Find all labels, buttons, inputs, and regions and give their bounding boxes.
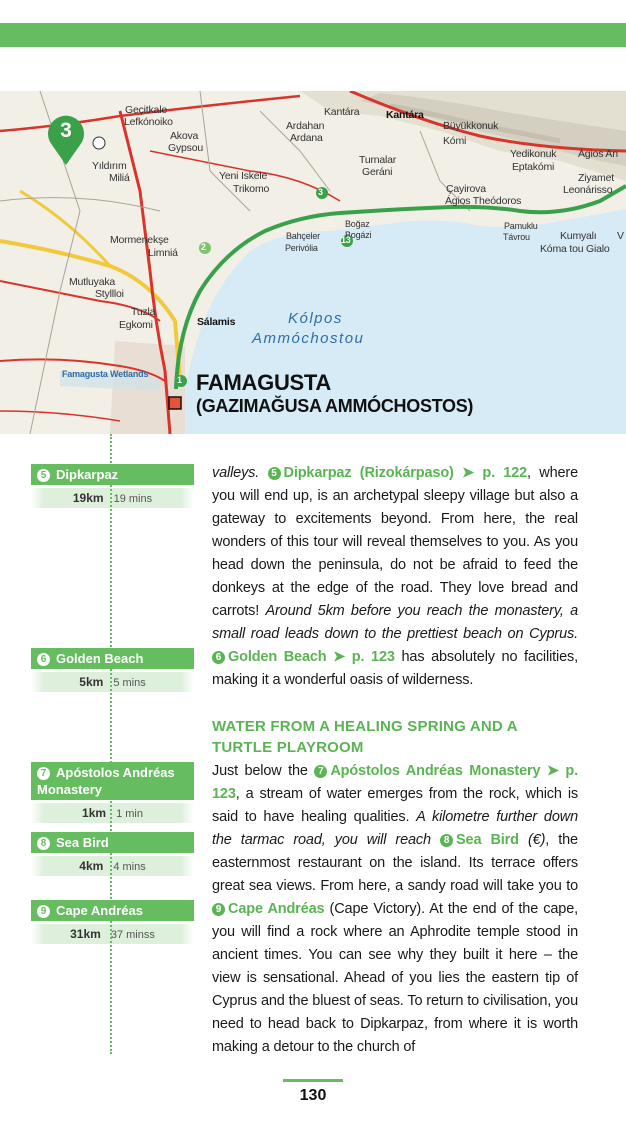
- stop-number-inline: 6: [212, 651, 225, 664]
- section-heading: WATER FROM A HEALING SPRING AND A TURTLE PLAYROOM: [212, 718, 518, 756]
- map-place-label: Yeni Iskele: [219, 170, 268, 182]
- map-place-label: Leonárisso: [563, 184, 613, 196]
- stop-km: 1km: [82, 806, 107, 820]
- map-place-label: Yıldırım: [92, 160, 127, 172]
- stop-number: 8: [37, 837, 50, 850]
- map-place-label: Perivólia: [285, 243, 318, 253]
- stop-time: 5 mins: [113, 677, 146, 689]
- map-place-label: Büyükkonuk: [443, 120, 499, 132]
- stop-dipkarpaz: [31, 464, 194, 508]
- stop-name: Cape Andréas: [56, 903, 143, 918]
- text-run: Just below the: [212, 763, 308, 779]
- stop-distance: [31, 924, 194, 944]
- map-place-label: Geráni: [362, 166, 393, 178]
- map-place-label: Styllloi: [95, 288, 124, 300]
- page-reference-link[interactable]: Dipkarpaz (Rizokárpaso) ➤ p. 122: [283, 465, 528, 481]
- map-place-label: Tuzla: [131, 306, 156, 318]
- map-place-label: Yedikonuk: [510, 148, 557, 160]
- map-place-label: Ardahan: [286, 120, 325, 132]
- map-place-label: Kantára: [386, 109, 424, 121]
- stop-number-inline: 9: [212, 903, 225, 916]
- city-subtitle: (GAZIMAĞUSA AMMÓCHOSTOS): [196, 396, 474, 416]
- text-run: (€): [528, 832, 546, 848]
- stop-time: 4 mins: [113, 861, 146, 873]
- map-place-label: Mormenekşe: [110, 234, 169, 246]
- map-place-label: Çayirova: [446, 183, 486, 195]
- stop-header: [31, 648, 194, 669]
- stop-time: 19 mins: [113, 493, 153, 505]
- stop-number: 6: [37, 653, 50, 666]
- map-place-label: Ziyamet: [578, 172, 614, 184]
- body-paragraph-1: [212, 462, 578, 692]
- stop-km: 4km: [79, 859, 104, 873]
- map-place-label: Turnalar: [359, 154, 397, 166]
- stop-number: 5: [37, 469, 50, 482]
- bay-label-line2: Ammóchostou: [252, 330, 365, 347]
- map-place-label: Ardana: [290, 132, 323, 144]
- map-place-label: Kumyalı: [560, 230, 597, 242]
- map-place-label: Famagusta Wetlands: [62, 369, 149, 379]
- route-marker: 3: [318, 187, 323, 197]
- map-place-label: Bogázi: [345, 230, 372, 240]
- route-marker: 13: [341, 235, 351, 245]
- stop-distance: [31, 803, 194, 823]
- map-place-label: Egkomi: [119, 319, 153, 331]
- timeline-dotted-line: [110, 434, 112, 1054]
- place-name-link[interactable]: Cape Andréas: [228, 901, 325, 917]
- tour-number-badge: [46, 113, 86, 165]
- top-color-bar: [0, 23, 626, 47]
- stop-number-inline: 8: [440, 834, 453, 847]
- stop-cape-andreas: [31, 900, 194, 944]
- stop-header: [31, 762, 194, 800]
- text-run: Around 5km before you reach the monastery, a small road leads down to the prettiest beach on Cyprus.: [212, 603, 578, 642]
- page-number: 130: [299, 1087, 327, 1104]
- map-place-label: Boğaz: [345, 219, 370, 229]
- map-place-label: Miliá: [109, 172, 130, 184]
- stop-name: Sea Bird: [56, 835, 109, 850]
- map-place-label: Trikomo: [233, 183, 270, 195]
- stop-header: [31, 900, 194, 921]
- map-place-label: Eptakómi: [512, 161, 555, 173]
- text-run: (Cape Victory). At the end of the cape, you will find a rock where an Aphrodite temple stood in ancient times. You can see why they built it here – the view is sensational. Ahead of you lies the eastern tip of Cyprus and the bluest of seas. To return to civilisation, you need to head back to Dipkarpaz, from where it is worth making a detour to the church of: [212, 901, 578, 1055]
- map-place-label: Lefkónoiko: [124, 116, 173, 128]
- stop-name: Dipkarpaz: [56, 467, 119, 482]
- place-name-link[interactable]: Sea Bird: [456, 832, 519, 848]
- map-place-label: Akova: [170, 130, 199, 142]
- text-run: , the easternmost restaurant on the island. Its terrace offers great sea views. From here, a sandy road will take you to: [212, 832, 578, 894]
- map-place-label: Bahçeler: [286, 231, 320, 241]
- map-place-label: Kantára: [324, 106, 360, 118]
- text-run: , where you will end up, is an archetypal sleepy village but also a gateway to excitements beyond. From here, the real wonders of this tour will reveal themselves to you. As you head down the peninsula, do not be afraid to feed the donkeys at the edge of the road. They love bread and carrots!: [212, 465, 578, 619]
- stop-golden-beach: [31, 648, 194, 692]
- stop-number: 7: [37, 767, 50, 780]
- text-run: valleys.: [212, 465, 260, 481]
- map-place-label: Pamuklu: [504, 221, 538, 231]
- body-paragraph-2: [212, 760, 578, 1059]
- stop-distance: [31, 672, 194, 692]
- stop-distance: [31, 488, 194, 508]
- bay-label-line1: Kólpos: [288, 310, 343, 327]
- text-run: , a stream of water emerges from the rock, which is said to have healing qualities.: [212, 786, 578, 825]
- map-place-label: V: [617, 230, 624, 242]
- stop-distance: [31, 856, 194, 876]
- tour-number: 3: [60, 119, 72, 142]
- stop-apostolos-andreas: [31, 762, 194, 823]
- map-place-label: Ágios Theódoros: [445, 195, 522, 207]
- map-place-label: Geçitkale: [125, 104, 167, 116]
- page-reference-link[interactable]: Golden Beach ➤ p. 123: [228, 649, 395, 665]
- route-marker: 2: [201, 242, 206, 252]
- text-run: A kilometre further down the tarmac road, you will reach: [212, 809, 578, 848]
- stop-time: 37 minss: [110, 929, 155, 941]
- map-place-label: Távrou: [503, 232, 530, 242]
- route-marker: 1: [177, 375, 182, 385]
- map-place-label: Kómi: [443, 135, 467, 147]
- map-place-label: Mutluyaka: [69, 276, 116, 288]
- stop-name: Apóstolos Andréas Monastery: [37, 765, 175, 797]
- map-place-label: Gypsou: [168, 142, 203, 154]
- stop-time: 1 min: [116, 808, 143, 820]
- stop-km: 31km: [70, 927, 101, 941]
- stop-number: 9: [37, 905, 50, 918]
- city-name: FAMAGUSTA: [196, 370, 331, 395]
- page-number-rule: [283, 1079, 343, 1082]
- stop-sea-bird: [31, 832, 194, 876]
- stop-number-inline: 7: [314, 765, 327, 778]
- map-place-label: Limniá: [148, 247, 178, 259]
- stop-km: 5km: [79, 675, 104, 689]
- map-place-label: Ágios An: [578, 148, 618, 160]
- stop-number-inline: 5: [268, 467, 281, 480]
- stop-header: [31, 832, 194, 853]
- text-run: has absolutely no facilities, making it a wonderful oasis of wilderness.: [212, 649, 578, 688]
- stop-header: [31, 464, 194, 485]
- map-place-label: Kóma tou Gialo: [540, 243, 610, 255]
- route-map: [0, 91, 626, 434]
- stop-km: 19km: [72, 491, 104, 505]
- page-reference-link[interactable]: Apóstolos Andréas Monastery ➤ p. 123: [212, 763, 578, 802]
- map-place-label: Sálamis: [197, 316, 236, 328]
- stop-name: Golden Beach: [56, 651, 144, 666]
